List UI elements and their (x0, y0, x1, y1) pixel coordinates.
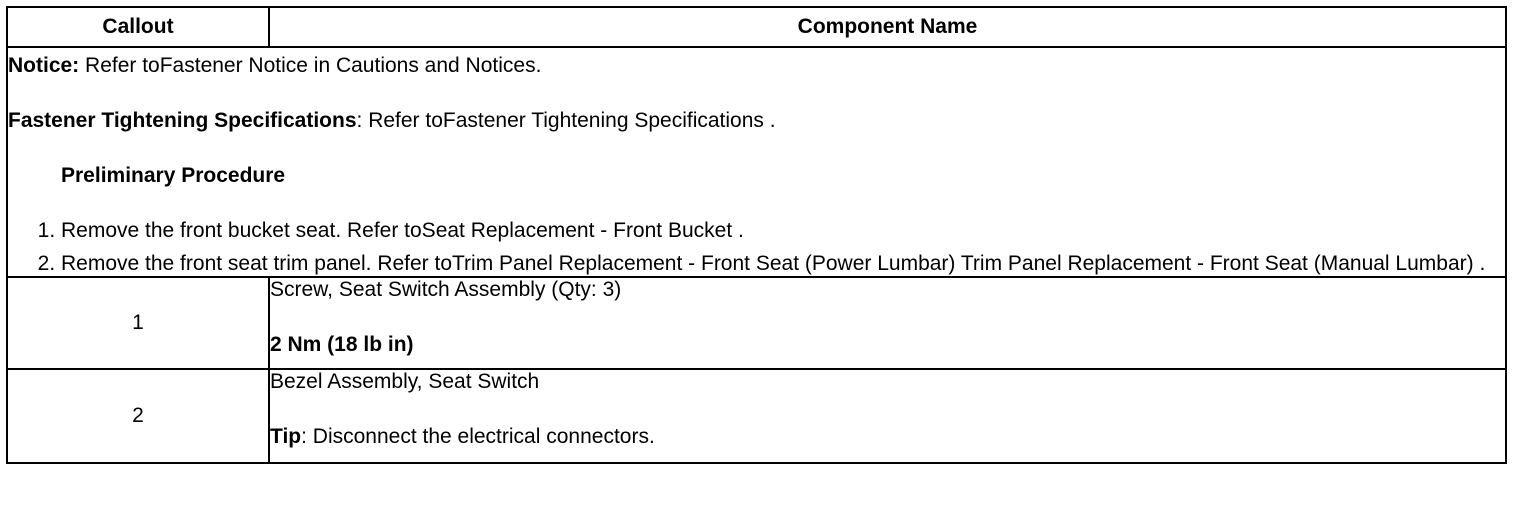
component-name: Bezel Assembly, Seat Switch (270, 370, 540, 393)
notes-row (7, 47, 1506, 277)
procedure-step: 2. Remove the front seat trim panel. Refer toTrim Panel Replacement - Front Seat (Power Lumbar) Trim Panel Replacement - Front Seat (Manual Lumbar) . (61, 252, 1505, 276)
callout-column-header: Callout (7, 7, 269, 47)
component-detail (270, 333, 1505, 357)
callout-cell: 2 (7, 369, 269, 463)
component-cell (269, 369, 1506, 463)
component-detail (270, 425, 1505, 449)
procedure-table (6, 6, 1507, 464)
notes-cell (7, 47, 1506, 277)
procedure-steps (8, 219, 1505, 276)
preliminary-procedure-heading: Preliminary Procedure (61, 164, 286, 187)
notice-paragraph (8, 54, 1505, 78)
fastener-specs-label: Fastener Tightening Specifications (8, 109, 357, 132)
tip-text: : Disconnect the electrical connectors. (301, 425, 655, 448)
table-row (7, 277, 1506, 369)
callout-cell: 1 (7, 277, 269, 369)
fastener-specs-text: Refer toFastener Tightening Specifications . (362, 109, 776, 132)
component-name-column-header: Component Name (269, 7, 1506, 47)
procedure-step: 1. Remove the front bucket seat. Refer toSeat Replacement - Front Bucket . (61, 219, 1505, 243)
fastener-specs-colon: : (356, 109, 363, 132)
notice-text: Refer toFastener Notice in Cautions and Notices. (79, 54, 542, 77)
tip-label: Tip (270, 425, 302, 448)
fastener-specs-paragraph (8, 109, 1505, 133)
torque-spec: 2 Nm (18 lb in) (270, 333, 414, 356)
component-name: Screw, Seat Switch Assembly (Qty: 3) (270, 278, 622, 301)
table-header-row (7, 7, 1506, 47)
notice-label: Notice: (8, 54, 80, 77)
component-cell (269, 277, 1506, 369)
table-row (7, 369, 1506, 463)
